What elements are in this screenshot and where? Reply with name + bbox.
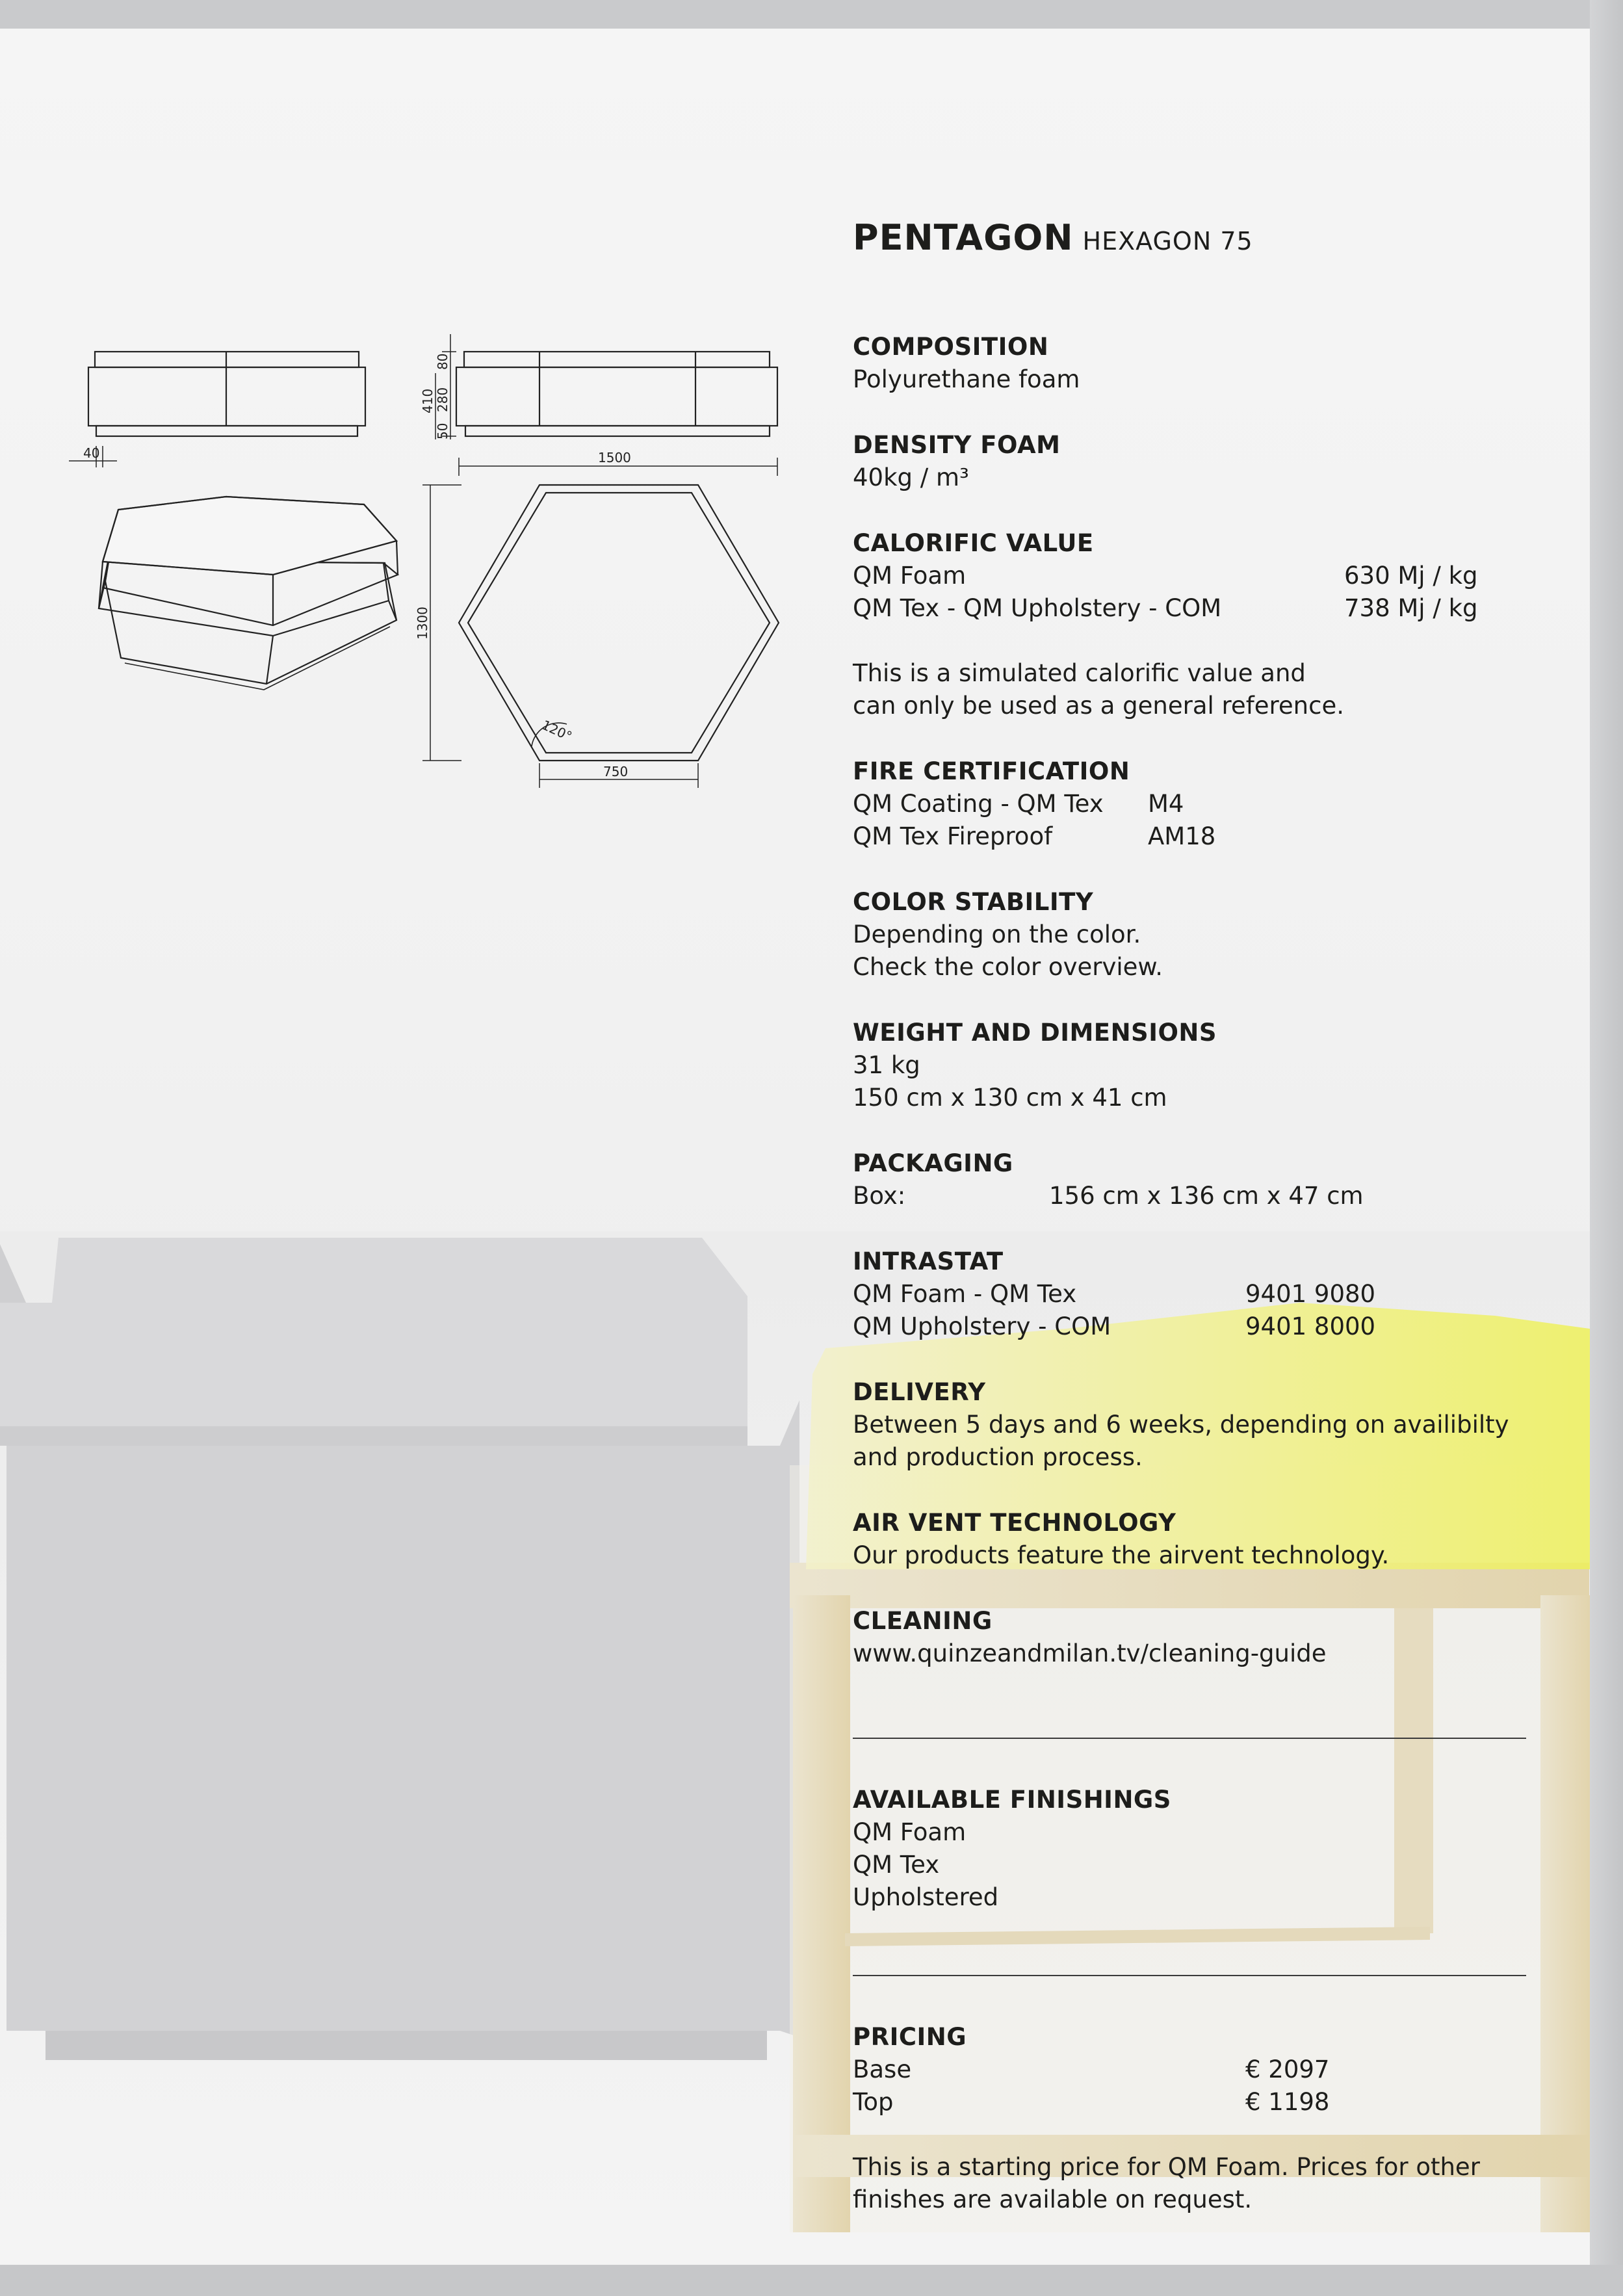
fire-row bbox=[853, 820, 1535, 853]
technical-drawings bbox=[58, 302, 806, 796]
calorific-row-value: 630 Mj / kg bbox=[1344, 562, 1478, 590]
calorific-heading: CALORIFIC VALUE bbox=[853, 529, 1094, 557]
section-intrastat bbox=[853, 1246, 1535, 1343]
intrastat-row bbox=[853, 1311, 1535, 1343]
color-stability-line: Depending on the color. bbox=[853, 920, 1141, 948]
calorific-row-value: 738 Mj / kg bbox=[1344, 594, 1478, 622]
section-finishings bbox=[853, 1784, 1535, 1914]
page-edge-right bbox=[1590, 0, 1623, 2296]
intrastat-row-label: QM Foam - QM Tex bbox=[853, 1280, 1077, 1308]
calorific-row bbox=[853, 592, 1535, 625]
plan-hexagon bbox=[422, 458, 779, 788]
pricing-row-value: € 2097 bbox=[1245, 2055, 1330, 2083]
airvent-heading: AIR VENT TECHNOLOGY bbox=[853, 1509, 1176, 1537]
finishings-heading: AVAILABLE FINISHINGS bbox=[853, 1786, 1171, 1814]
section-calorific bbox=[853, 527, 1535, 722]
dim-1500: 1500 bbox=[598, 450, 631, 465]
side-view-pentagon bbox=[69, 352, 365, 467]
finishing-item: Upholstered bbox=[853, 1883, 999, 1911]
density-heading: DENSITY FOAM bbox=[853, 431, 1061, 459]
delivery-line: and production process. bbox=[853, 1443, 1143, 1471]
dim-280: 280 bbox=[435, 387, 450, 412]
delivery-line: Between 5 days and 6 weeks, depending on availibilty bbox=[853, 1411, 1509, 1439]
packaging-label: Box: bbox=[853, 1182, 906, 1210]
airvent-line: Our products feature the airvent technology. bbox=[853, 1541, 1390, 1569]
section-cleaning bbox=[853, 1605, 1535, 1670]
perspective-pentagon bbox=[99, 497, 398, 690]
intrastat-row-value: 9401 9080 bbox=[1245, 1280, 1376, 1308]
pricing-row-label: Top bbox=[853, 2088, 894, 2116]
fire-row-label: QM Coating - QM Tex bbox=[853, 790, 1104, 818]
dim-40: 40 bbox=[83, 445, 100, 461]
calorific-note-line: can only be used as a general reference. bbox=[853, 692, 1344, 720]
packaging-heading: PACKAGING bbox=[853, 1149, 1013, 1177]
dim-410: 410 bbox=[420, 388, 435, 413]
dim-80: 80 bbox=[435, 353, 450, 370]
weight-line: 31 kg bbox=[853, 1051, 920, 1079]
section-density bbox=[853, 429, 1535, 494]
section-airvent bbox=[853, 1507, 1535, 1572]
section-weight bbox=[853, 1017, 1535, 1114]
pricing-note-line: This is a starting price for QM Foam. Prices for other bbox=[853, 2153, 1480, 2181]
intrastat-row bbox=[853, 1278, 1535, 1311]
color-stability-line: Check the color overview. bbox=[853, 953, 1163, 981]
calorific-row-label: QM Tex - QM Upholstery - COM bbox=[853, 594, 1222, 622]
pricing-row bbox=[853, 2054, 1535, 2086]
fire-heading: FIRE CERTIFICATION bbox=[853, 757, 1130, 785]
intrastat-heading: INTRASTAT bbox=[853, 1247, 1004, 1275]
packaging-value: 156 cm x 136 cm x 47 cm bbox=[1049, 1182, 1364, 1210]
calorific-row-label: QM Foam bbox=[853, 562, 967, 590]
fire-row bbox=[853, 788, 1535, 820]
datasheet-page bbox=[0, 29, 1590, 2265]
section-fire bbox=[853, 755, 1535, 853]
intrastat-row-value: 9401 8000 bbox=[1245, 1312, 1376, 1340]
product-variant: HEXAGON 75 bbox=[1082, 227, 1253, 255]
calorific-row bbox=[853, 560, 1535, 592]
section-pricing bbox=[853, 2021, 1535, 2216]
cleaning-heading: CLEANING bbox=[853, 1607, 993, 1635]
pricing-row-label: Base bbox=[853, 2055, 912, 2083]
page-edge-bottom bbox=[0, 2265, 1623, 2296]
finishing-item: QM Tex bbox=[853, 1851, 940, 1879]
delivery-heading: DELIVERY bbox=[853, 1378, 986, 1406]
section-packaging bbox=[853, 1147, 1535, 1212]
grey-base-block bbox=[6, 1400, 799, 2037]
dim-1300: 1300 bbox=[415, 607, 430, 640]
divider bbox=[853, 1975, 1526, 1976]
dim-angle: 120° bbox=[539, 716, 575, 744]
dimensions-line: 150 cm x 130 cm x 41 cm bbox=[853, 1084, 1167, 1112]
product-title bbox=[853, 217, 1253, 258]
color-stability-heading: COLOR STABILITY bbox=[853, 888, 1094, 916]
section-delivery bbox=[853, 1376, 1535, 1474]
section-color-stability bbox=[853, 886, 1535, 984]
fire-row-value: AM18 bbox=[1148, 822, 1216, 850]
section-composition bbox=[853, 331, 1535, 396]
cleaning-link[interactable]: www.quinzeandmilan.tv/cleaning-guide bbox=[853, 1639, 1327, 1667]
finishing-item: QM Foam bbox=[853, 1818, 967, 1846]
dim-750: 750 bbox=[603, 764, 629, 779]
density-value: 40kg / m³ bbox=[853, 463, 969, 491]
composition-heading: COMPOSITION bbox=[853, 333, 1049, 361]
weight-heading: WEIGHT AND DIMENSIONS bbox=[853, 1019, 1217, 1047]
dim-50: 50 bbox=[435, 423, 450, 439]
pricing-note-line: finishes are available on request. bbox=[853, 2185, 1253, 2213]
pricing-row-value: € 1198 bbox=[1245, 2088, 1330, 2116]
composition-value: Polyurethane foam bbox=[853, 365, 1080, 393]
divider bbox=[853, 1738, 1526, 1739]
packaging-row bbox=[853, 1180, 1535, 1212]
pricing-heading: PRICING bbox=[853, 2023, 967, 2051]
fire-row-label: QM Tex Fireproof bbox=[853, 822, 1053, 850]
pricing-row bbox=[853, 2086, 1535, 2119]
calorific-note-line: This is a simulated calorific value and bbox=[853, 659, 1306, 687]
side-view-hexagon bbox=[435, 334, 777, 439]
grey-top-slab bbox=[0, 1238, 747, 1439]
product-name: PENTAGON bbox=[853, 217, 1074, 258]
intrastat-row-label: QM Upholstery - COM bbox=[853, 1312, 1111, 1340]
fire-row-value: M4 bbox=[1148, 790, 1184, 818]
